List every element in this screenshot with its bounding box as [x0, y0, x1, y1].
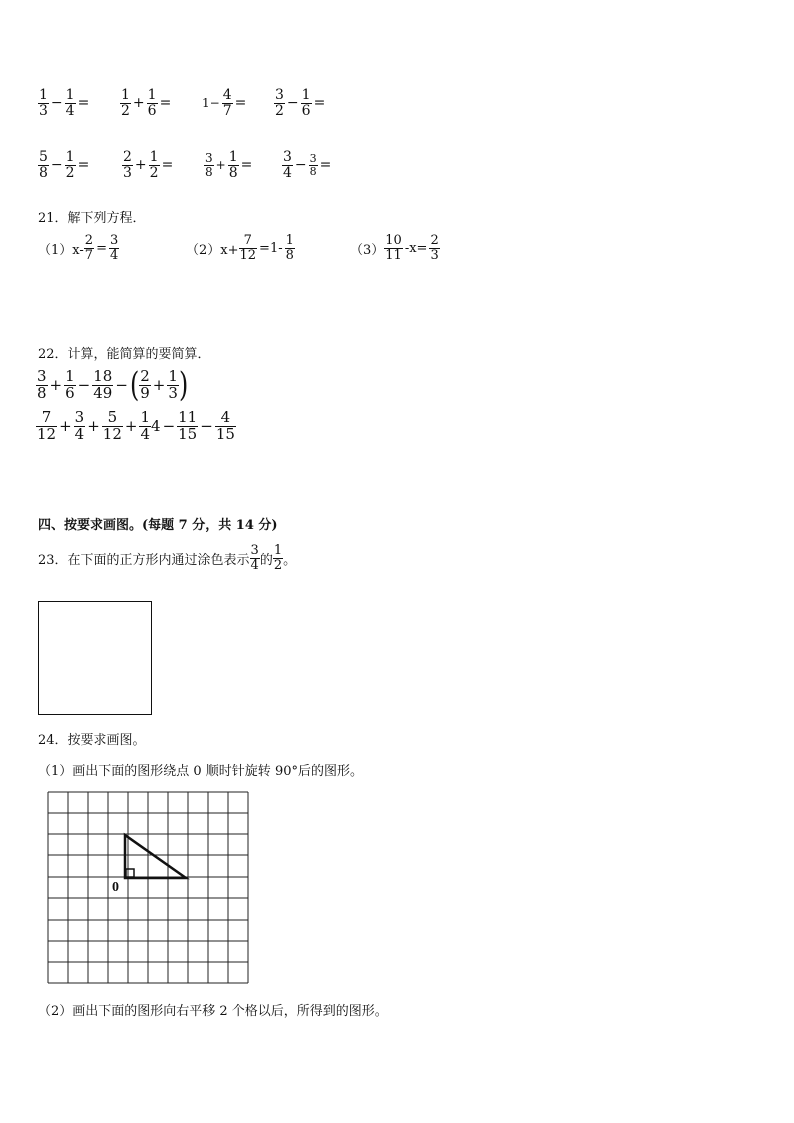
fraction: $\frac{3}{4}$	[74, 408, 85, 443]
fraction: $\frac{1}{6}$	[147, 87, 157, 119]
right-angle-marker	[126, 869, 134, 877]
q24-part-2: （2）画出下面的图形向右平移 2 个格以后，所得到的图形。	[38, 1004, 388, 1019]
fraction: $\frac{7}{12}$	[37, 408, 57, 443]
fraction: $\frac{1}{8}$	[228, 149, 238, 181]
oral-expr: $\frac{3}{2}$ − $\frac{1}{6}$ =	[275, 87, 326, 119]
fraction: $\frac{18}{49}$	[93, 366, 113, 402]
fraction: $\frac{3}{8}$	[205, 151, 213, 179]
fraction: $\frac{2}{7}$	[84, 233, 94, 263]
fraction: $\frac{1}{2}$	[273, 543, 283, 573]
origin-label: 0	[112, 880, 119, 895]
fraction: $\frac{5}{8}$	[39, 149, 48, 181]
q21-equation-2: （2）x+ $\frac{7}{12}$ =1- $\frac{1}{8}$	[186, 233, 294, 263]
fraction: $\frac{1}{6}$	[65, 366, 75, 402]
fraction: $\frac{7}{12}$	[239, 233, 257, 263]
oral-row-2	[38, 150, 358, 190]
fraction: $\frac{5}{12}$	[102, 408, 122, 443]
fraction: $\frac{1}{3}$	[168, 366, 178, 402]
q22-expression-1: $\frac{3}{8}$ + $\frac{1}{6}$ − $\frac{18}{49}$ − ( $\frac{2}{9}$ + $\frac{1}{3}$ )	[37, 365, 189, 405]
grid-lines	[48, 792, 248, 983]
oral-expr: $\frac{5}{8}$ − $\frac{1}{2}$ =	[39, 149, 90, 181]
q23-prompt: 23．在下面的正方形内通过涂色表示 $\frac{3}{4}$ 的 $\frac{1}{2}$ 。	[38, 543, 297, 573]
oral-expr: $\frac{3}{4}$ − $\frac{3}{8}$ =	[283, 149, 332, 181]
shading-square[interactable]	[38, 601, 152, 715]
q24-title: 24．按要求画图。	[38, 733, 146, 748]
fraction: $\frac{1}{3}$	[39, 87, 48, 119]
fraction: $\frac{1}{4}$	[140, 408, 151, 443]
fraction: $\frac{1}{2}$	[121, 87, 130, 119]
section-4-heading: 四、按要求画图。(每题 7 分，共 14 分)	[38, 518, 278, 533]
oral-expr: 1− $\frac{4}{7}$ =	[202, 87, 247, 119]
fraction: $\frac{4}{15}$	[215, 408, 235, 443]
fraction: $\frac{4}{7}$	[222, 87, 232, 119]
fraction: $\frac{1}{8}$	[285, 233, 294, 263]
fraction: $\frac{11}{15}$	[178, 408, 198, 443]
q22-expression-2: $\frac{7}{12}$ + $\frac{3}{4}$ + $\frac{5}{12}$ + $\frac{1}{4}$ 4 − $\frac{11}{15}$ − $\frac{4}{15}$	[37, 408, 235, 443]
oral-row-1	[38, 88, 358, 128]
fraction: $\frac{2}{3}$	[430, 233, 439, 263]
q22-title: 22．计算，能简算的要简算．	[38, 347, 211, 362]
q21-title: 21．解下列方程．	[38, 211, 146, 226]
fraction: $\frac{3}{8}$	[309, 152, 317, 178]
q21-equation-3: （3） $\frac{10}{11}$ -x= $\frac{2}{3}$	[350, 233, 439, 263]
oral-expr: $\frac{2}{3}$ + $\frac{1}{2}$ =	[123, 149, 174, 181]
fraction: $\frac{2}{9}$	[140, 366, 150, 402]
oral-expr: $\frac{3}{8}$ + $\frac{1}{8}$ =	[205, 149, 253, 181]
fraction: $\frac{2}{3}$	[123, 149, 132, 181]
oral-expr: $\frac{1}{2}$ + $\frac{1}{6}$ =	[121, 87, 172, 119]
fraction: $\frac{3}{4}$	[283, 149, 292, 181]
q24-part-1: （1）画出下面的图形绕点 0 顺时针旋转 90°后的图形。	[38, 764, 363, 779]
rotation-grid[interactable]	[44, 790, 250, 986]
fraction: $\frac{1}{4}$	[65, 87, 75, 119]
q21-equation-1: （1）x- $\frac{2}{7}$ = $\frac{3}{4}$	[38, 233, 119, 263]
fraction: $\frac{3}{4}$	[109, 233, 119, 263]
fraction: $\frac{3}{8}$	[37, 366, 47, 402]
fraction: $\frac{1}{2}$	[65, 149, 75, 181]
fraction: $\frac{10}{11}$	[385, 233, 402, 263]
fraction: $\frac{1}{2}$	[149, 149, 159, 181]
fraction: $\frac{1}{6}$	[301, 87, 311, 119]
fraction: $\frac{3}{2}$	[275, 87, 284, 119]
fraction: $\frac{3}{4}$	[250, 543, 259, 573]
oral-expr: $\frac{1}{3}$ − $\frac{1}{4}$ =	[39, 87, 90, 119]
